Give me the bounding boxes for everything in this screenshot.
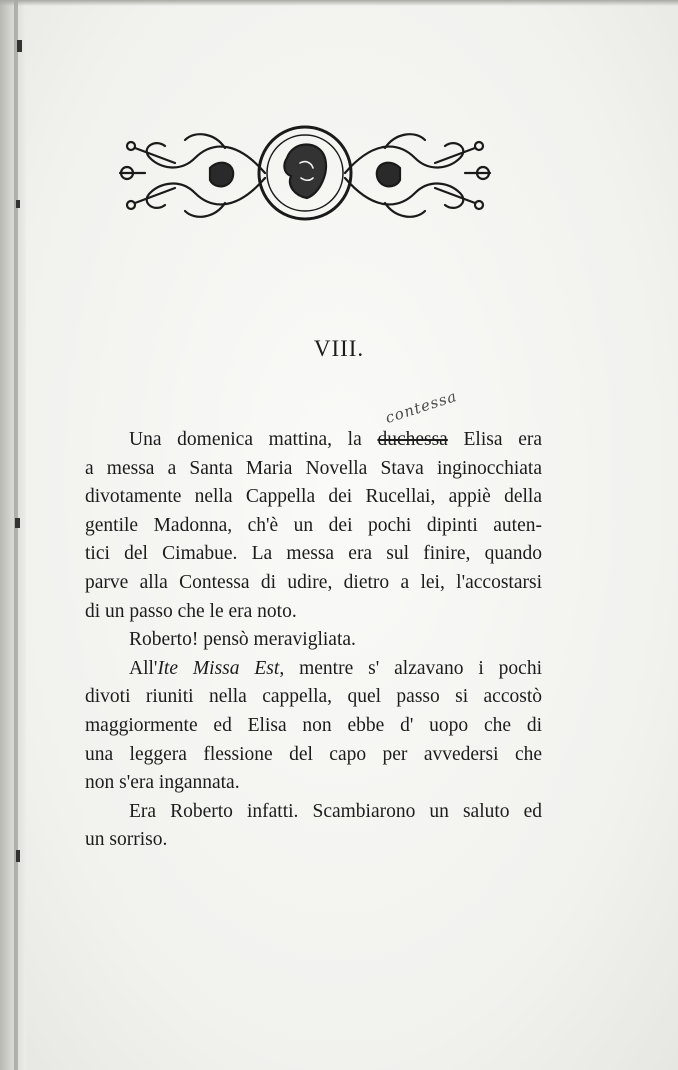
- text-segment: Era Roberto infatti. Scambiarono un saluto ed: [129, 800, 542, 822]
- text-segment: All': [129, 657, 158, 679]
- text-line: [85, 598, 542, 627]
- binding-edge: [0, 0, 26, 1070]
- struck-word: duchessa: [377, 429, 448, 450]
- text-line: [85, 512, 542, 541]
- text-line: [85, 483, 542, 512]
- paragraph: [85, 798, 542, 855]
- text-segment: Una domenica mattina, la: [129, 429, 378, 450]
- text-segment: a messa a Santa Maria Novella Stava inginocchiata: [85, 457, 542, 479]
- scan-mark: [16, 200, 20, 208]
- chapter-heading: VIII.: [313, 336, 365, 361]
- text-line: [85, 626, 542, 655]
- text-segment: un sorriso.: [85, 829, 168, 851]
- text-segment: divotamente nella Cappella dei Rucellai, appiè della: [85, 486, 542, 508]
- scan-mark: [15, 518, 20, 528]
- ornamental-headpiece: [115, 118, 495, 228]
- text-segment: parve alla Contessa di udire, dietro a lei, l'accostarsi: [85, 571, 542, 593]
- paragraph: [85, 626, 542, 655]
- handwritten-correction: contessa: [383, 386, 460, 428]
- paragraph: [85, 426, 542, 626]
- text-line: [85, 798, 542, 827]
- text-segment: maggiormente ed Elisa non ebbe d' uopo che di: [85, 714, 542, 736]
- text-line: [85, 426, 542, 455]
- text-line: [85, 455, 542, 484]
- body-text: [85, 426, 542, 855]
- text-segment: non s'era ingannata.: [85, 772, 240, 794]
- binding-shadow-line: [14, 0, 18, 1070]
- paragraph: [85, 655, 542, 798]
- top-edge-shadow: [0, 0, 678, 6]
- text-line: [85, 569, 542, 598]
- scan-mark: [16, 850, 20, 862]
- text-segment: tici del Cimabue. La messa era sul finire, quando: [85, 543, 542, 565]
- text-segment: di un passo che le era noto.: [85, 600, 297, 622]
- text-segment: Roberto! pensò meravigliata.: [129, 629, 356, 651]
- text-segment: una leggera flessione del capo per avvedersi che: [85, 743, 542, 765]
- text-segment: Elisa era: [447, 429, 542, 450]
- text-line: [85, 540, 542, 569]
- text-line: [85, 683, 542, 712]
- text-line: [85, 655, 542, 684]
- scan-mark: [17, 40, 22, 52]
- text-line: [85, 712, 542, 741]
- text-line: [85, 741, 542, 770]
- text-segment: divoti riuniti nella cappella, quel passo si accostò: [85, 686, 542, 708]
- italic-phrase: Ite Missa Est: [157, 657, 280, 679]
- text-line: [85, 826, 542, 855]
- text-line: [85, 769, 542, 798]
- text-segment: gentile Madonna, ch'è un dei pochi dipinti auten-: [85, 514, 542, 536]
- text-segment: , mentre s' alzavano i pochi: [279, 657, 542, 679]
